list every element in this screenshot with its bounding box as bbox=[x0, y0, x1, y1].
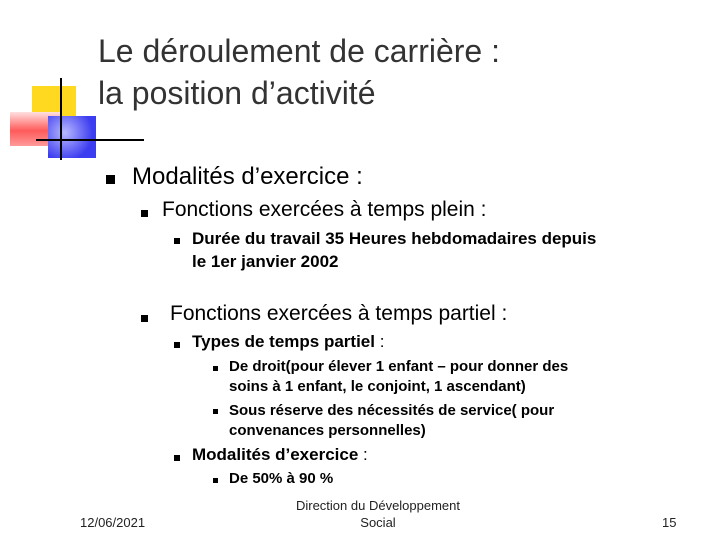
footer-date: 12/06/2021 bbox=[80, 515, 146, 530]
decor-blue-square bbox=[48, 116, 96, 158]
footer-center-line2: Social bbox=[360, 515, 396, 530]
bullet-square-icon bbox=[213, 478, 218, 483]
level4-sous-reserve bbox=[229, 401, 554, 441]
decor-horizontal-line bbox=[36, 139, 144, 141]
types-label-colon: : bbox=[374, 332, 385, 351]
footer-center-line1: Direction du Développement bbox=[295, 498, 461, 513]
level1-modalites: Modalités d’exercice : bbox=[132, 163, 363, 190]
bullet-square-icon bbox=[174, 342, 180, 348]
bullet-square-icon bbox=[213, 409, 218, 414]
slide-title-line2: la position d’activité bbox=[98, 75, 376, 111]
footer-page-number: 15 bbox=[662, 515, 677, 530]
footer-center bbox=[268, 497, 488, 531]
bullet-square-icon bbox=[141, 210, 148, 217]
level3-duree-line2: le 1er janvier 2002 bbox=[192, 252, 339, 271]
level2-temps-plein: Fonctions exercées à temps plein : bbox=[162, 198, 487, 221]
level4-sous-reserve-line2: convenances personnelles) bbox=[229, 422, 426, 439]
bullet-square-icon bbox=[174, 238, 180, 244]
level2-temps-partiel: Fonctions exercées à temps partiel : bbox=[170, 302, 508, 325]
level4-de-droit-line1: De droit(pour élever 1 enfant – pour donner des bbox=[229, 358, 569, 375]
bullet-square-icon bbox=[141, 315, 148, 322]
level4-pourcentage: De 50% à 90 % bbox=[229, 470, 334, 487]
slide-title-line1: Le déroulement de carrière : bbox=[98, 33, 500, 69]
slide-title bbox=[98, 30, 500, 114]
modalites-label-bold: Modalités d’exercice bbox=[192, 445, 359, 464]
level4-de-droit bbox=[229, 357, 568, 397]
level3-duree-travail bbox=[192, 227, 596, 273]
modalites-label-colon: : bbox=[358, 445, 368, 464]
level3-types-temps-partiel bbox=[192, 332, 384, 352]
bullet-square-icon bbox=[213, 366, 218, 371]
types-label-bold: Types de temps partiel bbox=[192, 332, 375, 351]
decor-vertical-line bbox=[60, 78, 62, 160]
level3-duree-line1: Durée du travail 35 Heures hebdomadaires depuis bbox=[192, 229, 597, 248]
level4-sous-reserve-line1: Sous réserve des nécessités de service( pour bbox=[229, 402, 555, 419]
bullet-square-icon bbox=[106, 175, 115, 184]
bullet-square-icon bbox=[174, 455, 180, 461]
level4-de-droit-line2: soins à 1 enfant, le conjoint, 1 ascendant) bbox=[229, 378, 526, 395]
level3-modalites-exercice bbox=[192, 445, 368, 465]
